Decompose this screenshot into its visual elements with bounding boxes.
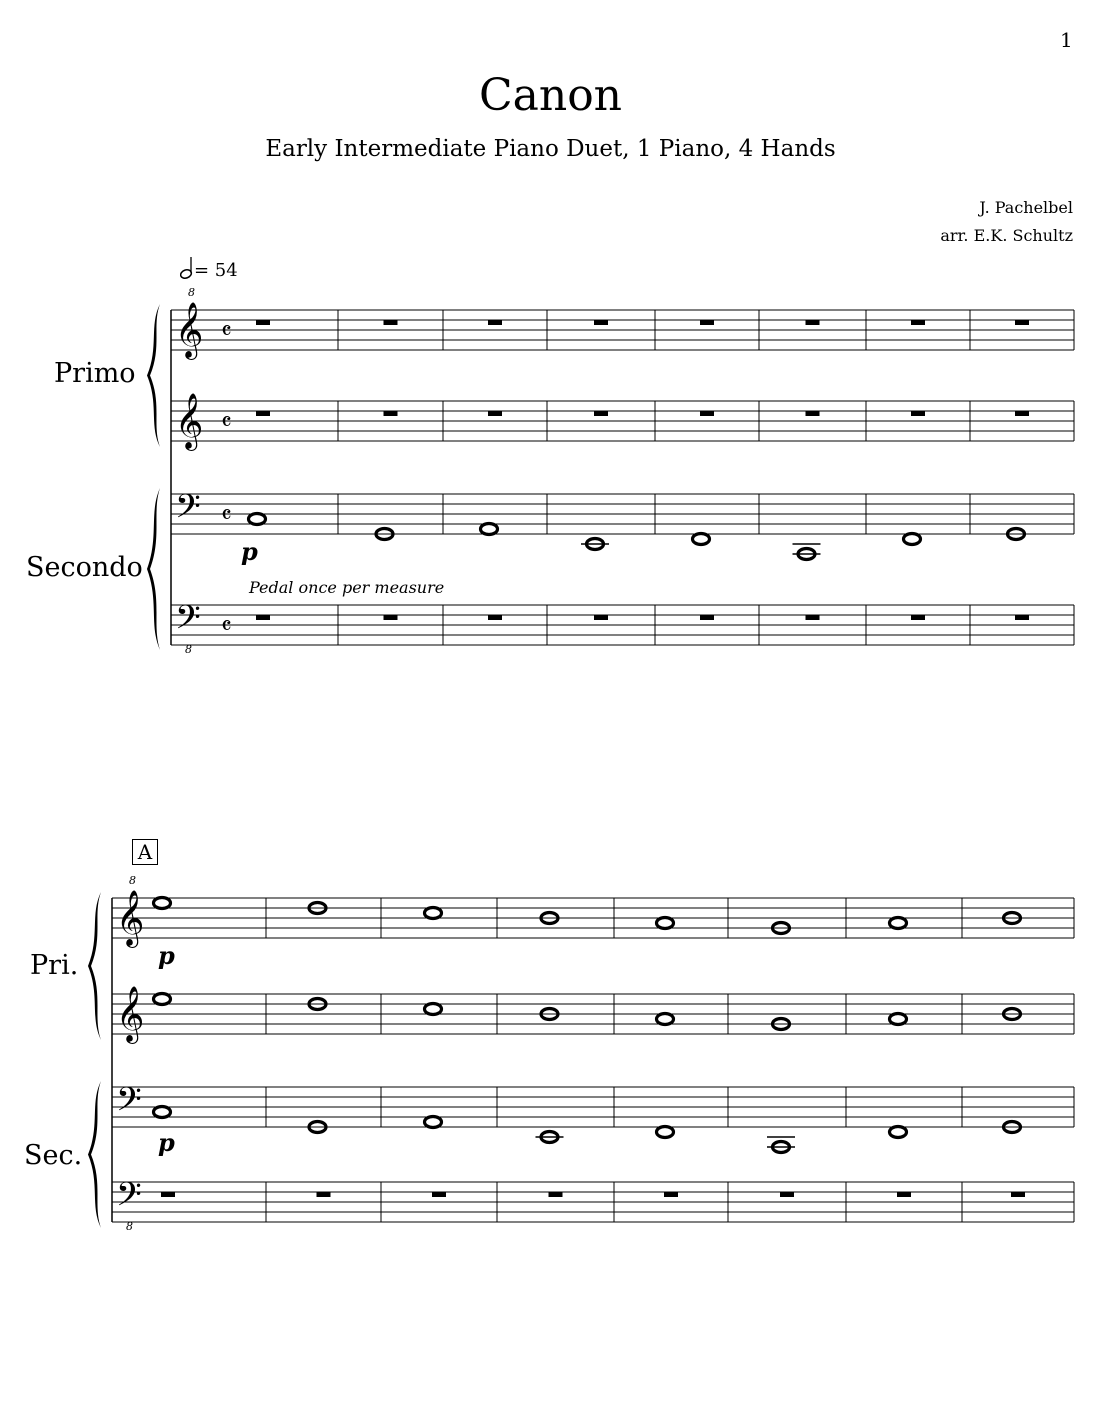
treble-clef-icon: 𝄞: [116, 986, 145, 1042]
whole-rest: [594, 320, 608, 325]
whole-rest: [432, 1192, 446, 1197]
page-number: 1: [1060, 28, 1073, 52]
whole-rest: [384, 615, 398, 620]
bass-clef-icon: 𝄢: [175, 488, 201, 534]
whole-rest: [384, 320, 398, 325]
whole-rest: [911, 411, 925, 416]
whole-note: [249, 514, 266, 525]
primo-label: Primo: [54, 358, 136, 389]
whole-rest: [1015, 411, 1029, 416]
primo-label-short: Pri.: [30, 950, 79, 981]
whole-note: [657, 1014, 674, 1025]
whole-rest: [594, 615, 608, 620]
rehearsal-mark-label: A: [137, 840, 153, 864]
secondo-label: Secondo: [26, 552, 143, 583]
whole-rest: [806, 411, 820, 416]
whole-rest: [488, 411, 502, 416]
whole-rest: [911, 615, 925, 620]
whole-rest: [317, 1192, 331, 1197]
whole-note: [657, 1127, 674, 1138]
whole-rest: [549, 1192, 563, 1197]
dynamic-piano: p: [158, 941, 175, 970]
octave-mark: 8: [185, 643, 192, 656]
cut-time-signature: 𝄴: [221, 612, 232, 640]
whole-rest: [700, 320, 714, 325]
whole-note: [425, 1117, 442, 1128]
whole-note: [890, 1127, 907, 1138]
whole-rest: [897, 1192, 911, 1197]
treble-clef-icon: 𝄞: [175, 393, 204, 449]
bass-clef-icon: 𝄢: [116, 1081, 142, 1127]
octave-mark: 8: [126, 1220, 133, 1233]
brace-icon: [147, 488, 160, 650]
whole-note: [890, 918, 907, 929]
staves: [88, 286, 1074, 1233]
whole-note: [904, 534, 921, 545]
dynamic-piano: p: [241, 537, 258, 566]
whole-rest: [1015, 615, 1029, 620]
bass-clef-icon: 𝄢: [175, 599, 201, 645]
score-subtitle: Early Intermediate Piano Duet, 1 Piano, 4 Hands: [265, 136, 836, 162]
whole-rest: [161, 1192, 175, 1197]
whole-rest: [1011, 1192, 1025, 1197]
cut-time-signature: 𝄴: [221, 501, 232, 529]
octave-mark: 8: [188, 286, 195, 299]
brace-icon: [88, 892, 101, 1040]
whole-note: [154, 994, 171, 1005]
whole-note: [425, 908, 442, 919]
whole-rest: [488, 320, 502, 325]
bass-clef-icon: 𝄢: [116, 1176, 142, 1222]
brace-icon: [88, 1081, 101, 1228]
whole-rest: [911, 320, 925, 325]
whole-rest: [780, 1192, 794, 1197]
tempo-text: = 54: [194, 260, 238, 281]
treble-clef-icon: 𝄞: [116, 890, 145, 946]
whole-rest: [664, 1192, 678, 1197]
score-title: Canon: [478, 70, 623, 121]
treble-clef-icon: 𝄞: [175, 302, 204, 358]
dynamic-piano: p: [158, 1128, 175, 1157]
whole-note: [657, 918, 674, 929]
whole-note: [890, 1014, 907, 1025]
whole-rest: [256, 320, 270, 325]
whole-rest: [594, 411, 608, 416]
whole-rest: [256, 615, 270, 620]
secondo-label-short: Sec.: [24, 1140, 83, 1171]
whole-rest: [488, 615, 502, 620]
cut-time-signature: 𝄴: [221, 408, 232, 436]
whole-note: [693, 534, 710, 545]
whole-rest: [384, 411, 398, 416]
whole-rest: [256, 411, 270, 416]
whole-rest: [806, 615, 820, 620]
pedal-instruction: Pedal once per measure: [249, 578, 445, 597]
octave-mark: 8: [129, 874, 136, 887]
whole-note: [425, 1004, 442, 1015]
cut-time-signature: 𝄴: [221, 317, 232, 345]
whole-rest: [700, 615, 714, 620]
whole-rest: [1015, 320, 1029, 325]
whole-note: [154, 898, 171, 909]
whole-rest: [700, 411, 714, 416]
composer: J. Pachelbel: [979, 198, 1073, 217]
whole-note: [154, 1107, 171, 1118]
arranger: arr. E.K. Schultz: [940, 226, 1073, 245]
brace-icon: [147, 304, 160, 447]
whole-note: [481, 524, 498, 535]
whole-rest: [806, 320, 820, 325]
